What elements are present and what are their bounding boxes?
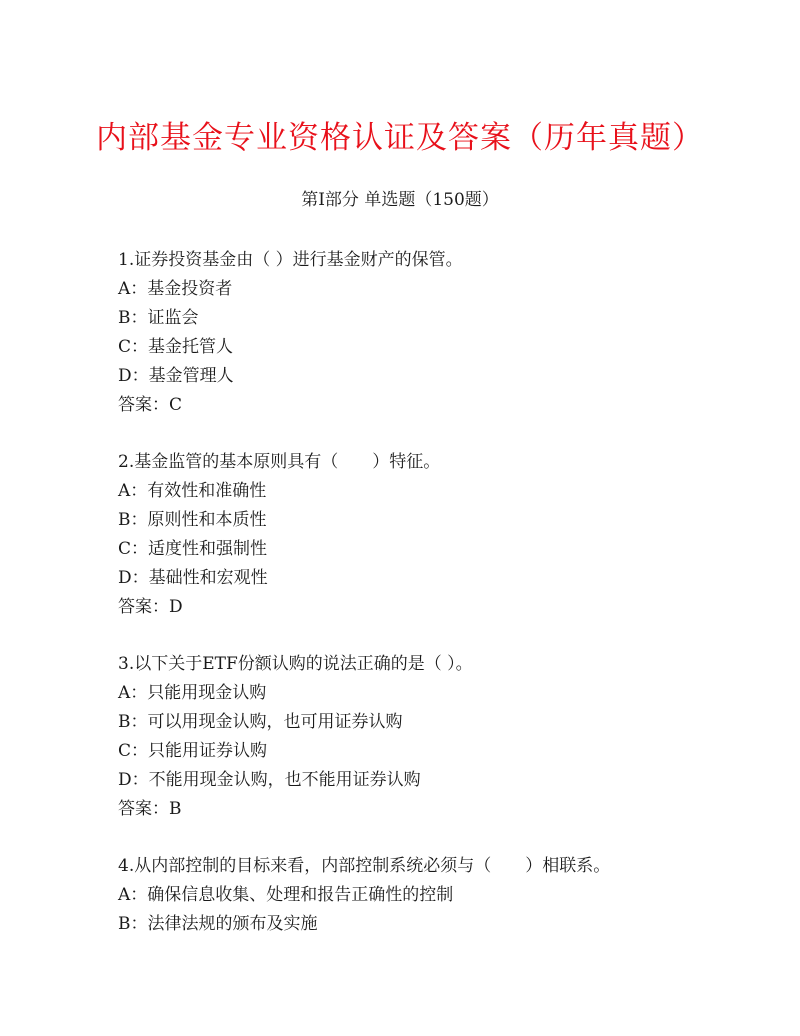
option-c: C：基金托管人 xyxy=(118,337,234,357)
question-stem: 4.从内部控制的目标来看，内部控制系统必须与（ ）相联系。 xyxy=(118,856,611,876)
answer-line: 答案：C xyxy=(118,395,183,415)
option-d: D：基金管理人 xyxy=(118,366,234,386)
document-title: 内部基金专业资格认证及答案（历年真题） xyxy=(96,120,704,156)
option-c: C：只能用证券认购 xyxy=(118,741,268,761)
option-b: B：可以用现金认购，也可用证券认购 xyxy=(118,712,403,732)
option-d: D：不能用现金认购，也不能用证券认购 xyxy=(118,770,421,790)
answer-line: 答案：D xyxy=(118,597,183,617)
question-item xyxy=(118,852,758,939)
option-d: D：基础性和宏观性 xyxy=(118,568,268,588)
option-b: B：法律法规的颁布及实施 xyxy=(118,914,318,934)
option-c: C：适度性和强制性 xyxy=(118,539,268,559)
question-list xyxy=(118,246,758,967)
section-title: 第Ⅰ部分 单选题（150题） xyxy=(301,190,499,210)
answer-line: 答案：B xyxy=(118,799,182,819)
question-stem: 2.基金监管的基本原则具有（ ）特征。 xyxy=(118,452,441,472)
question-item xyxy=(118,650,758,824)
option-a: A：基金投资者 xyxy=(118,279,233,299)
option-a: A：确保信息收集、处理和报告正确性的控制 xyxy=(118,885,454,905)
option-b: B：原则性和本质性 xyxy=(118,510,267,530)
question-stem: 1.证券投资基金由（ ）进行基金财产的保管。 xyxy=(118,250,463,270)
option-b: B：证监会 xyxy=(118,308,199,328)
question-item xyxy=(118,448,758,622)
option-a: A：只能用现金认购 xyxy=(118,683,267,703)
question-item xyxy=(118,246,758,420)
question-stem: 3.以下关于ETF份额认购的说法正确的是（ ）。 xyxy=(118,654,473,674)
option-a: A：有效性和准确性 xyxy=(118,481,267,501)
